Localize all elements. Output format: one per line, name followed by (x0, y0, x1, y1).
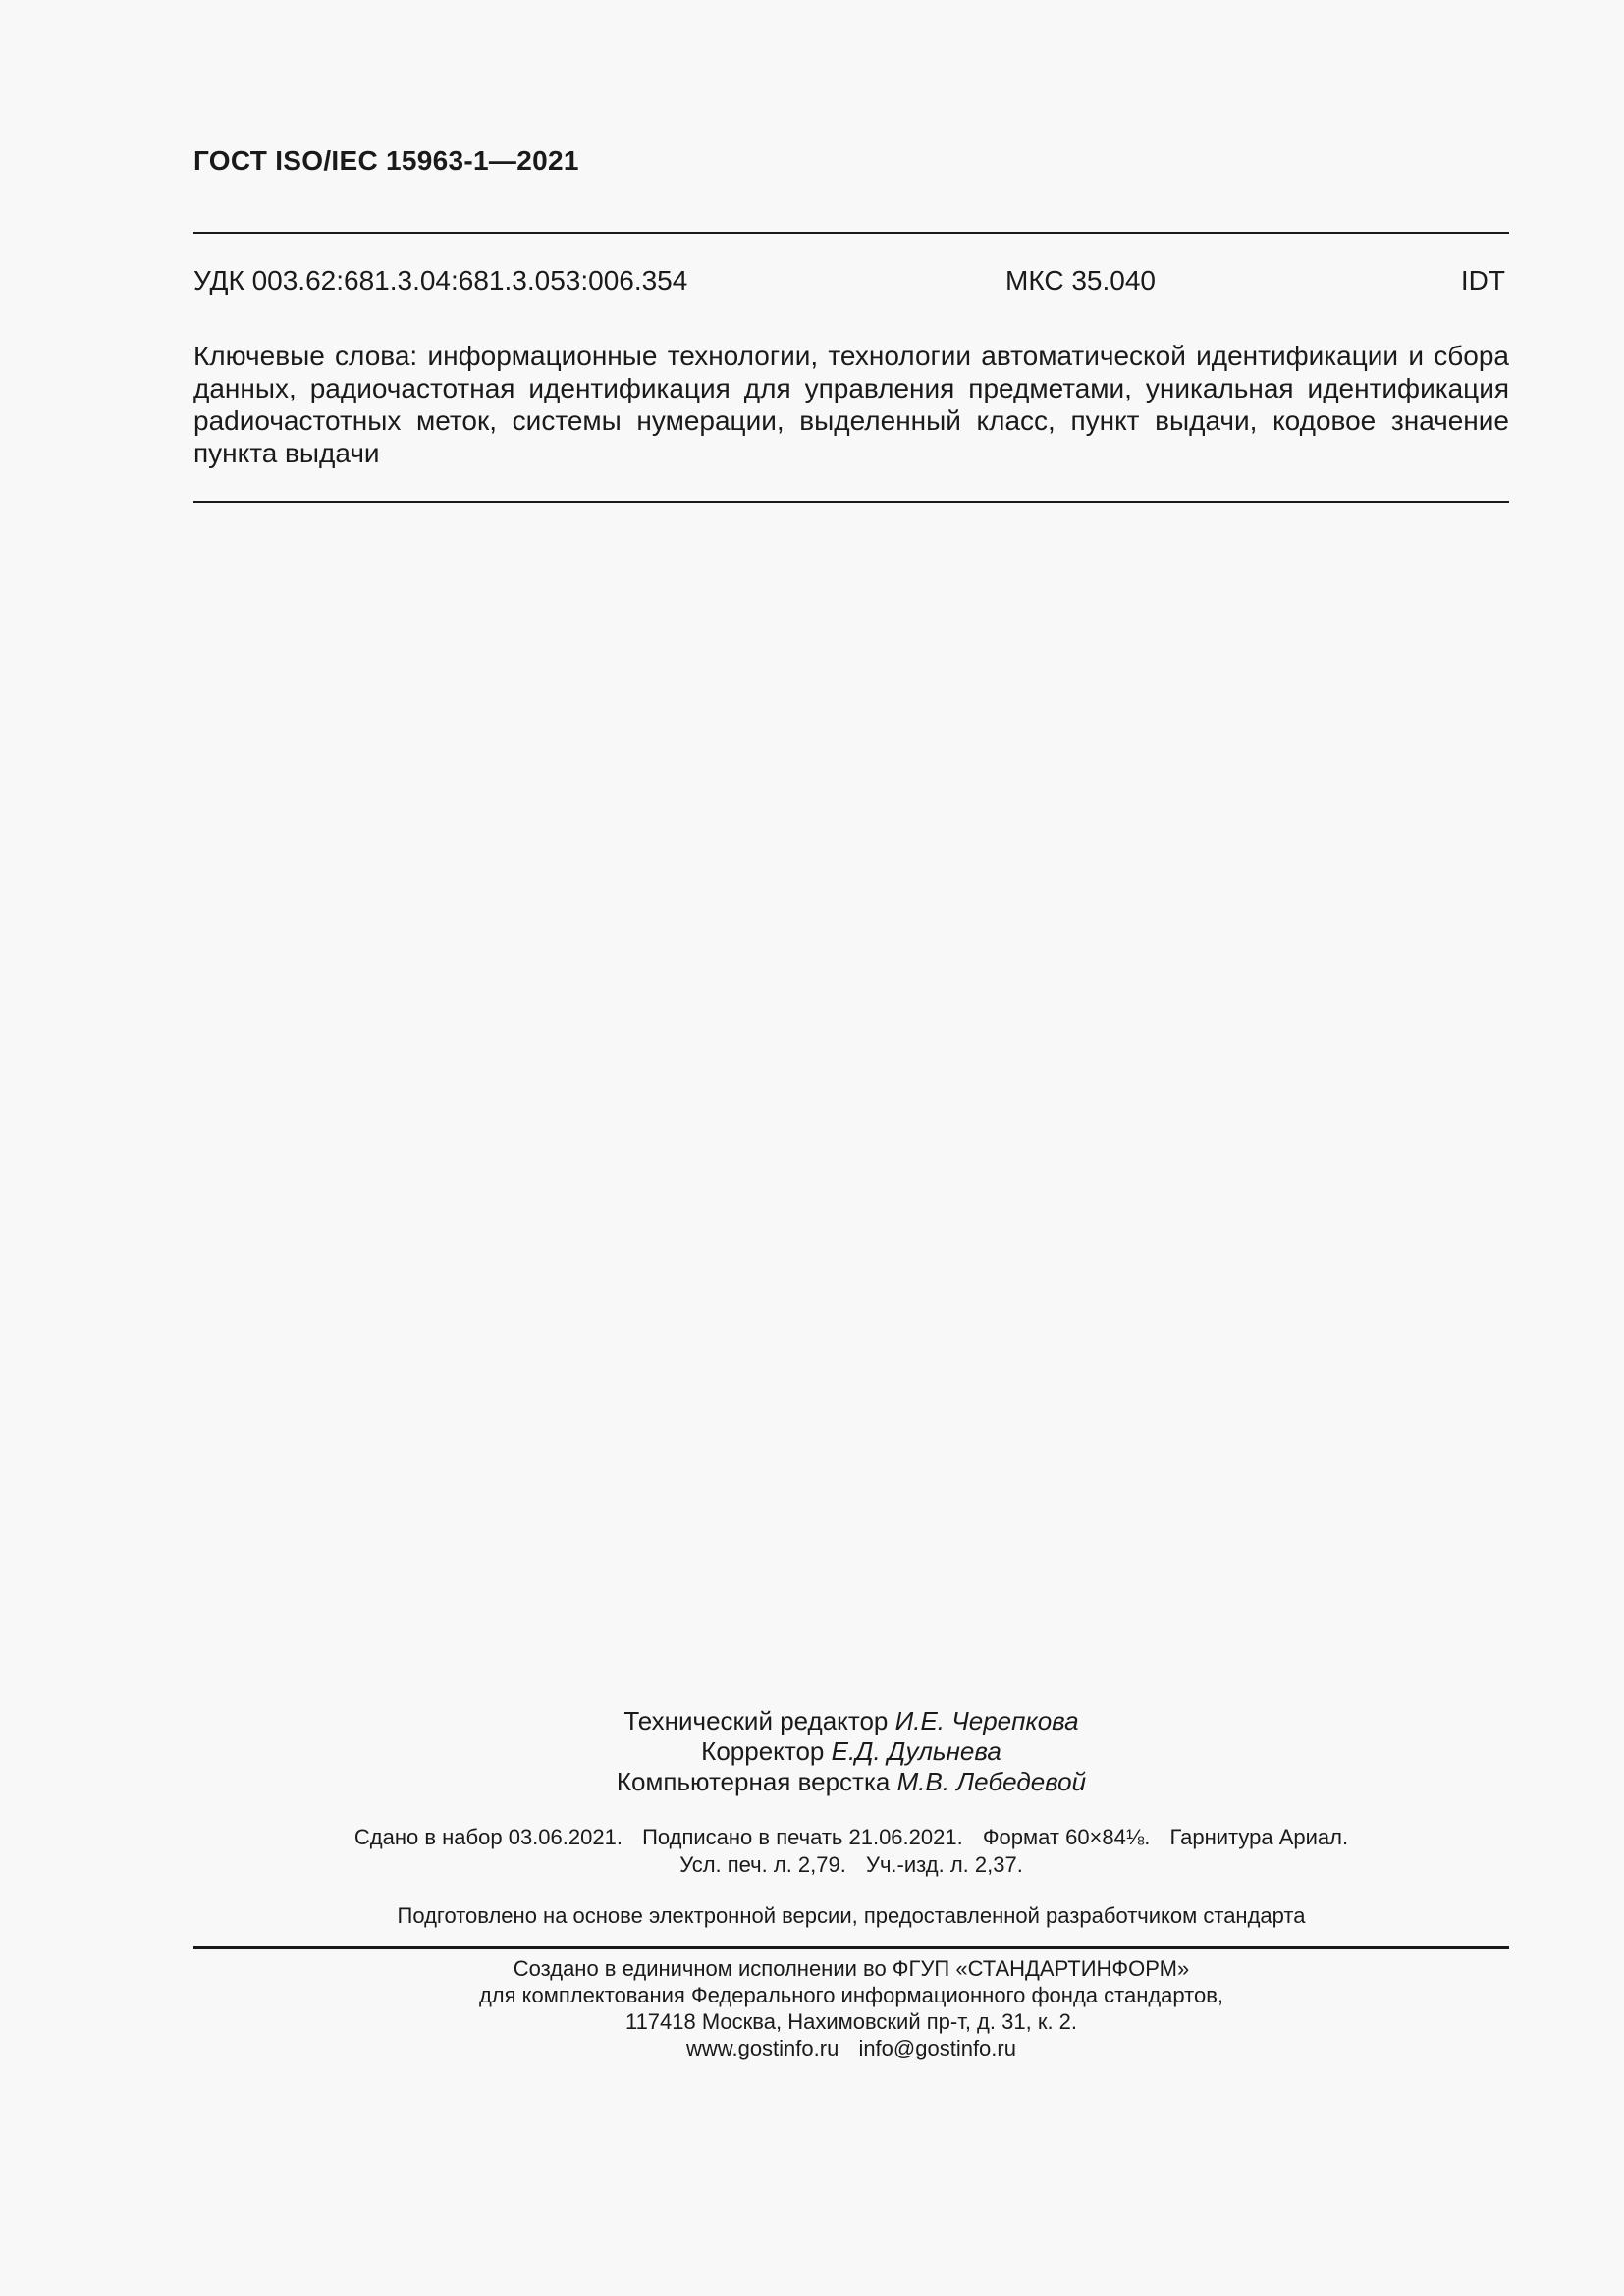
layout-line (193, 1767, 1509, 1797)
corrector-name: Е.Д. Дульнева (831, 1736, 1001, 1766)
corrector-line (193, 1736, 1509, 1767)
email-link[interactable]: info@gostinfo.ru (858, 2036, 1016, 2060)
corrector-label: Корректор (701, 1736, 825, 1766)
top-divider (193, 232, 1509, 234)
print-details (193, 1824, 1509, 1879)
publisher-line-1: Создано в единичном исполнении во ФГУП «СТАНДАРТИНФОРМ» (513, 1956, 1190, 1981)
tech-editor-line (193, 1706, 1509, 1736)
classification-row (193, 265, 1509, 300)
signed-date: Подписано в печать 21.06.2021. (642, 1825, 963, 1849)
correspondence-degree: IDT (1460, 265, 1505, 295)
layout-name: М.В. Лебедевой (896, 1767, 1087, 1796)
tech-editor-name: И.Е. Черепкова (894, 1706, 1079, 1735)
publisher-address: 117418 Москва, Нахимовский пр-т, д. 31, к. 2. (624, 2009, 1078, 2034)
mks-code: МКС 35.040 (1005, 265, 1156, 295)
publisher-line-2: для комплектования Федерального информационного фонда стандартов, (478, 1983, 1224, 2007)
print-details-line-2 (193, 1851, 1509, 1879)
layout-label: Компьютерная верстка (616, 1767, 891, 1796)
typeface: Гарнитура Ариал. (1169, 1825, 1349, 1849)
tech-editor-label: Технический редактор (623, 1706, 889, 1735)
keywords-divider (193, 501, 1509, 503)
submitted-date: Сдано в набор 03.06.2021. (353, 1825, 623, 1849)
publishing-sheets: Уч.-изд. л. 2,37. (865, 1852, 1023, 1877)
udk-code: УДК 003.62:681.3.04:681.3.053:006.354 (193, 265, 688, 295)
keywords-paragraph: Ключевые слова: информационные технологии, технологии автоматической идентификации и сбора данных, радиочастотная идентификация для управления предметами, уникальная идентификация раdиочастотных меток, системы нумерации, выделенный класс, пункт выдачи, кодовое значение пункта выдачи (193, 341, 1509, 468)
prepared-note: Подготовлено на основе электронной версии, предоставленной разработчиком стандарта (397, 1903, 1306, 1928)
document-code: ГОСТ ISO/IEC 15963-1—2021 (193, 145, 579, 176)
paper-format: Формат 60×84⅛. (982, 1825, 1151, 1849)
publisher-info (193, 1955, 1509, 2061)
editorial-credits (193, 1706, 1509, 1797)
publisher-contacts (193, 2035, 1509, 2061)
website-link[interactable]: www.gostinfo.ru (686, 2036, 839, 2060)
print-details-line-1 (193, 1824, 1509, 1851)
print-sheets: Усл. печ. л. 2,79. (679, 1852, 846, 1877)
publisher-divider (193, 1946, 1509, 1949)
